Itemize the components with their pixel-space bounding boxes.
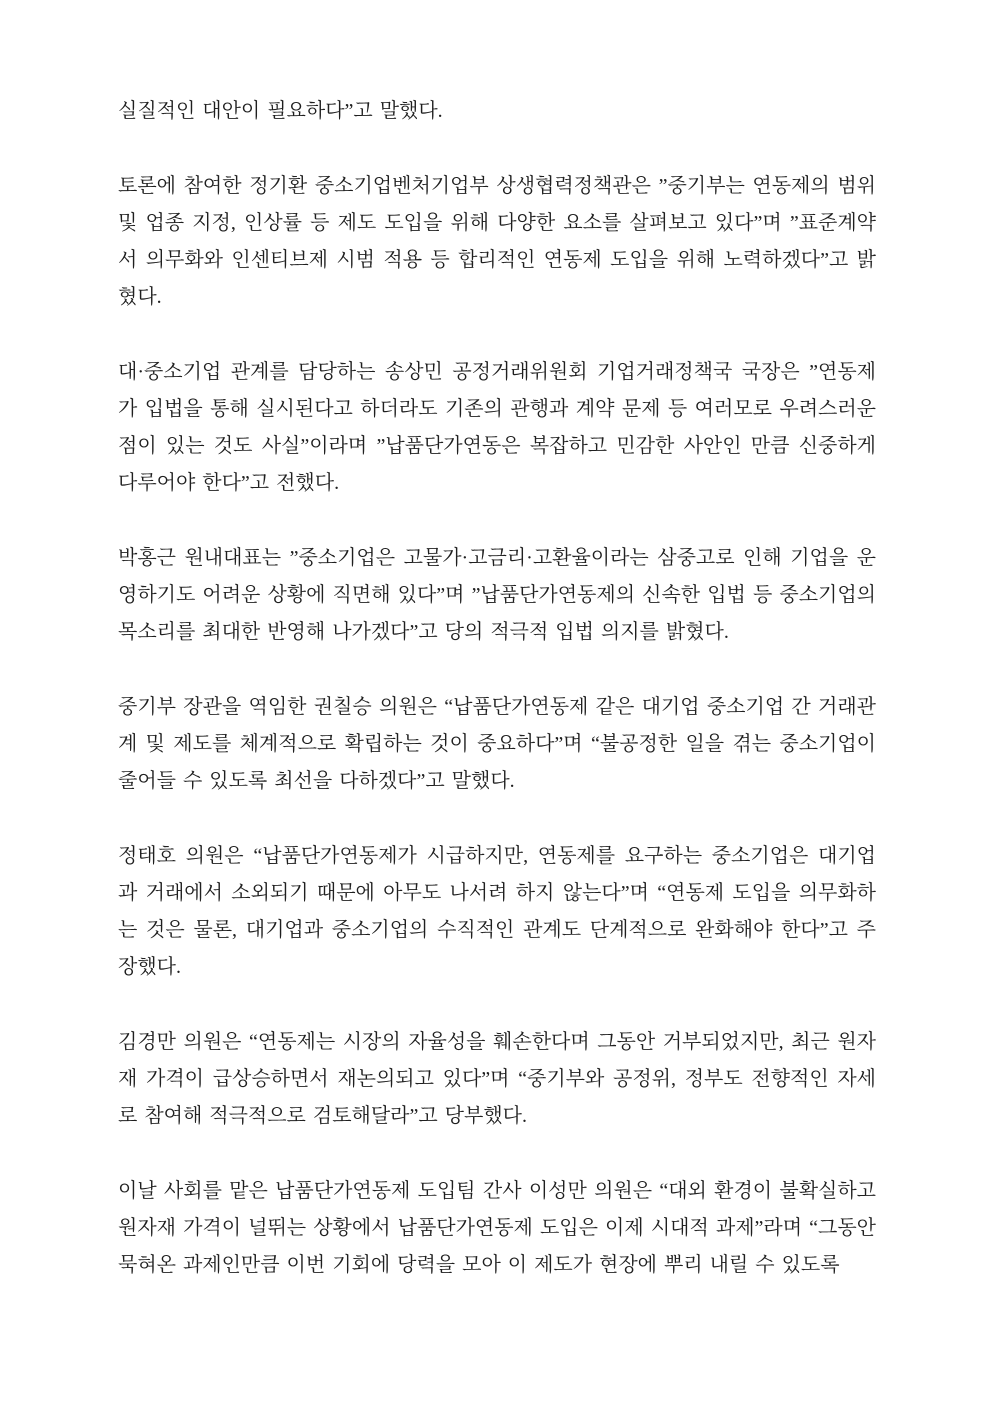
paragraph-8: 이날 사회를 맡은 납품단가연동제 도입팀 간사 이성만 의원은 “대외 환경이 불확실하고 원자재 가격이 널뛰는 상황에서 납품단가연동제 도입은 이제 시대적 과제”라며 “그동안 묵혀온 과제인만큼 이번 기회에 당력을 모아 이 제도가 현장에 뿌리 내릴 수 있도록 [118, 1180, 876, 1276]
paragraph-7: 김경만 의원은 “연동제는 시장의 자율성을 훼손한다며 그동안 거부되었지만, 최근 원자재 가격이 급상승하면서 재논의되고 있다”며 “중기부와 공정위, 정부도 전향적인 자세로 참여해 적극적으로 검토해달라”고 당부했다. [118, 1031, 876, 1127]
paragraph-6: 정태호 의원은 “납품단가연동제가 시급하지만, 연동제를 요구하는 중소기업은 대기업과 거래에서 소외되기 때문에 아무도 나서려 하지 않는다”며 “연동제 도입을 의무화하는 것은 물론, 대기업과 중소기업의 수직적인 관계도 단계적으로 완화해야 한다”고 주장했다. [118, 845, 876, 978]
paragraph-3: 대·중소기업 관계를 담당하는 송상민 공정거래위원회 기업거래정책국 국장은 ”연동제가 입법을 통해 실시된다고 하더라도 기존의 관행과 계약 문제 등 여러모로 우려스러운 점이 있는 것도 사실”이라며 ”납품단가연동은 복잡하고 민감한 사안인 만큼 신중하게 다루어야 한다”고 전했다. [118, 361, 876, 494]
article-body [118, 93, 876, 1322]
paragraph-2: 토론에 참여한 정기환 중소기업벤처기업부 상생협력정책관은 ”중기부는 연동제의 범위 및 업종 지정, 인상률 등 제도 도입을 위해 다양한 요소를 살펴보고 있다”며 ”표준계약서 의무화와 인센티브제 시범 적용 등 합리적인 연동제 도입을 위해 노력하겠다”고 밝혔다. [118, 175, 876, 308]
paragraph-1: 실질적인 대안이 필요하다”고 말했다. [118, 100, 443, 122]
paragraph-4: 박홍근 원내대표는 ”중소기업은 고물가·고금리·고환율이라는 삼중고로 인해 기업을 운영하기도 어려운 상황에 직면해 있다”며 ”납품단가연동제의 신속한 입법 등 중소기업의 목소리를 최대한 반영해 나가겠다”고 당의 적극적 입법 의지를 밝혔다. [118, 547, 876, 643]
paragraph-5: 중기부 장관을 역임한 권칠승 의원은 “납품단가연동제 같은 대기업 중소기업 간 거래관계 및 제도를 체계적으로 확립하는 것이 중요하다”며 “불공정한 일을 겪는 중소기업이 줄어들 수 있도록 최선을 다하겠다”고 말했다. [118, 696, 876, 792]
